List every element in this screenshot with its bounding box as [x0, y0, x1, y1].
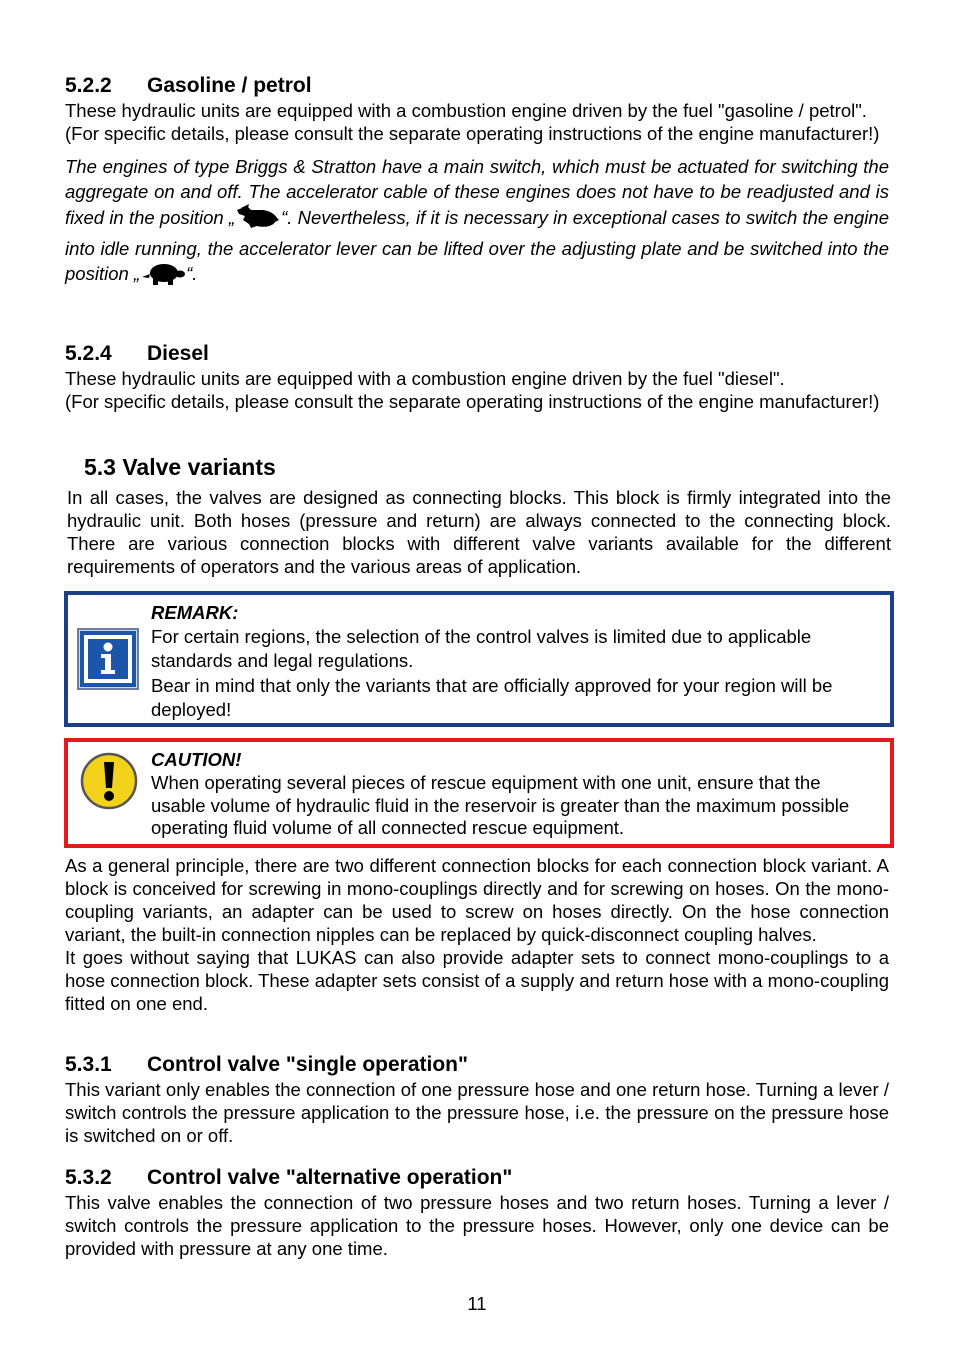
paragraph: These hydraulic units are equipped with a combustion engine driven by the fuel "gasoline / petrol".: [65, 100, 867, 121]
paragraph: In all cases, the valves are designed as connecting blocks. This block is firmly integrated into the hydraulic unit. Both hoses (pressure and return) are always connected to the connecting block. There are various connection blocks with different valve variants available for the different requirements of operators and the various areas of application.: [67, 487, 891, 577]
page-number: 11: [467, 1293, 487, 1314]
italic-text: The engines of type Briggs & Stratton have a main switch, which must be actuated for switching the aggregate on and off. The accelerator cable of these engines does not have to be readjusted and is fixed in the position „: [65, 156, 889, 228]
tortoise-icon: [140, 262, 186, 292]
section-number: 5.3.2: [65, 1166, 112, 1189]
italic-paragraph: [65, 154, 889, 292]
general-text: [65, 854, 889, 1015]
paragraph: When operating several pieces of rescue equipment with one unit, ensure that the usable volume of hydraulic fluid in the reservoir is greater than the maximum possible operating fluid volume of all connected rescue equipment.: [151, 772, 850, 838]
section-number: 5.2.4: [65, 342, 112, 365]
paragraph: As a general principle, there are two different connection blocks for each connection block variant. A block is conceived for screwing in mono-couplings directly and for screwing on hoses. On the mono-coupling variants, an adapter can be used to screw on hoses directly. On the hose connection variant, the built-in connection nipples can be replaced by quick-disconnect coupling halves.: [65, 855, 889, 945]
paragraph: This valve enables the connection of two pressure hoses and two return hoses. Turning a lever / switch controls the pressure application to the pressure hoses. However, only one device can be provided with pressure at any one time.: [65, 1192, 889, 1259]
caution-box: [64, 738, 894, 848]
section-heading: [65, 341, 889, 367]
remark-box: [64, 591, 894, 727]
section-title: 5.3 Valve variants: [84, 454, 276, 480]
paragraph: Bear in mind that only the variants that are officially approved for your region will be deployed!: [151, 675, 833, 720]
italic-text: “. Nevertheless, if it is necessary in exceptional cases to switch the engine into idle running, the accelerator lever can be lifted over the adjusting plate and be switched into the position „: [65, 207, 889, 284]
section-5-3: [84, 453, 889, 481]
section-number: 5.2.2: [65, 74, 112, 97]
paragraph: (For specific details, please consult the separate operating instructions of the engine manufacturer!): [65, 391, 880, 412]
section-heading: [65, 73, 889, 99]
section-heading: [65, 1052, 889, 1078]
paragraph: For certain regions, the selection of the control valves is limited due to applicable standards and legal regulations.: [151, 626, 812, 671]
section-5-2-2: [65, 73, 889, 292]
info-icon: [77, 628, 139, 695]
paragraph: These hydraulic units are equipped with a combustion engine driven by the fuel "diesel".: [65, 368, 785, 389]
caution-heading: CAUTION!: [151, 749, 242, 770]
section-5-3-body: [67, 486, 891, 578]
exclamation-icon: [80, 752, 138, 815]
paragraph: This variant only enables the connection of one pressure hose and one return hose. Turning a lever / switch controls the pressure application to the pressure hose, i.e. the pressure on the pressure hose is switched on or off.: [65, 1079, 889, 1146]
section-title: Gasoline / petrol: [147, 74, 312, 97]
paragraph: (For specific details, please consult the separate operating instructions of the engine manufacturer!): [65, 123, 880, 144]
section-5-3-1: [65, 1052, 889, 1147]
section-number: 5.3.1: [65, 1053, 112, 1076]
section-5-3-2: [65, 1165, 889, 1260]
section-title: Control valve "single operation": [147, 1053, 468, 1076]
italic-text: “.: [186, 263, 198, 284]
hare-icon: [235, 204, 281, 236]
section-title: Control valve "alternative operation": [147, 1166, 513, 1189]
paragraph: It goes without saying that LUKAS can also provide adapter sets to connect mono-couplings to a hose connection block. These adapter sets consist of a supply and return hose with a mono-coupling fitted on one end.: [65, 947, 889, 1014]
section-heading: [65, 1165, 889, 1191]
caution-content: [151, 748, 878, 840]
section-title: Diesel: [147, 342, 209, 365]
remark-content: [151, 601, 878, 722]
remark-heading: REMARK:: [151, 602, 239, 623]
section-5-2-4: [65, 341, 889, 413]
